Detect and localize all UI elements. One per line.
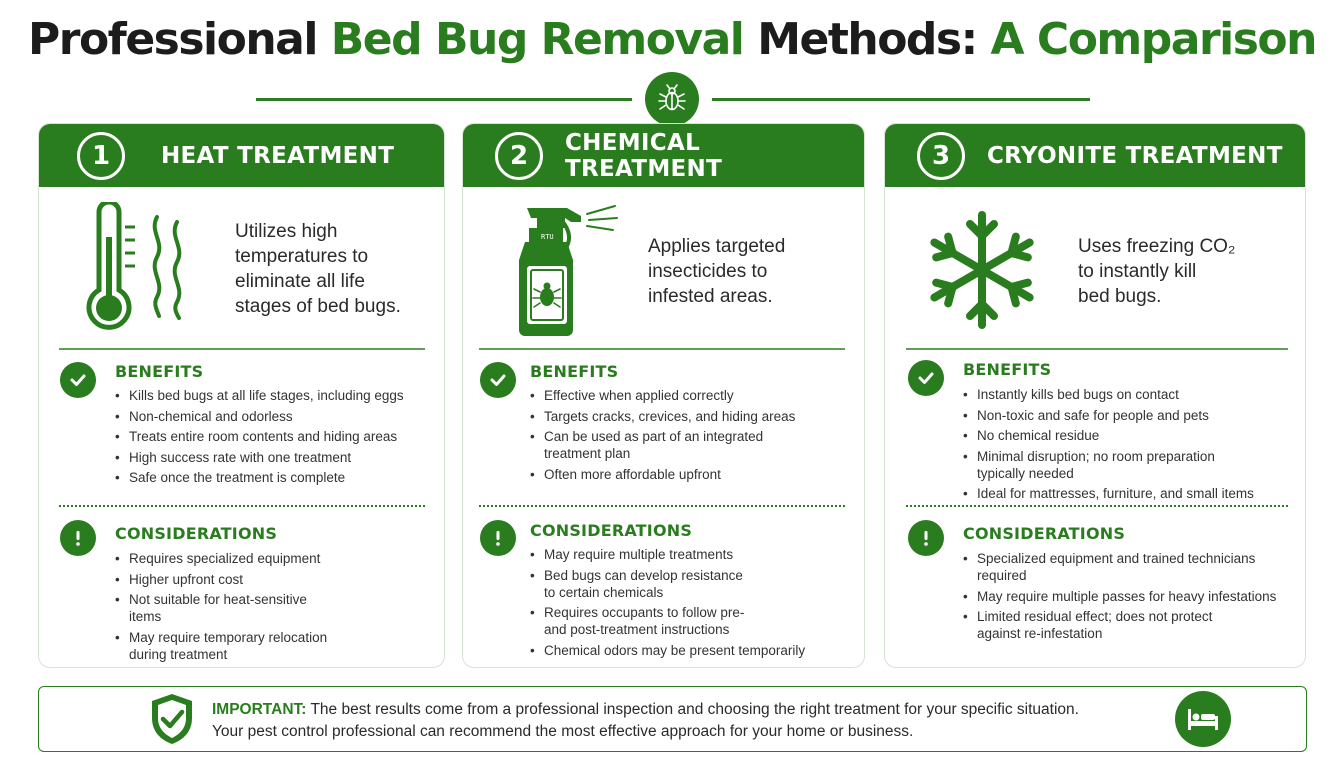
snowflake-icon xyxy=(925,208,1039,332)
card-description xyxy=(648,234,785,309)
exclamation-circle-icon xyxy=(60,520,96,556)
description-line: stages of bed bugs. xyxy=(235,296,401,317)
considerations-title: CONSIDERATIONS xyxy=(115,524,278,543)
heat-treatment-card xyxy=(38,123,445,668)
check-circle-icon xyxy=(60,362,96,398)
important-line-1-text: The best results come from a professional inspection and choosing the right treatment for your specific situation. xyxy=(306,701,1079,718)
shield-check-icon xyxy=(149,692,195,746)
chemical-treatment-card xyxy=(462,123,865,668)
list-item: • Bed bugs can develop resistance to certain chemicals xyxy=(530,567,745,601)
considerations-list xyxy=(963,550,1283,646)
card-header xyxy=(885,124,1305,187)
section-divider-dotted xyxy=(479,505,845,507)
card-header xyxy=(39,124,444,187)
list-item: • No chemical residue xyxy=(963,427,1273,444)
bed-icon xyxy=(1175,691,1231,747)
description-line: temperatures to xyxy=(235,246,369,267)
benefits-list xyxy=(963,386,1273,506)
list-item: • May require multiple treatments xyxy=(530,546,775,563)
card-description xyxy=(1078,234,1235,309)
bottle-label: RTU xyxy=(541,233,554,241)
important-line-2: Your pest control professional can recommend the most effective approach for your home or business. xyxy=(212,723,914,740)
benefits-title: BENEFITS xyxy=(963,360,1052,379)
spray-bottle-icon xyxy=(507,202,619,338)
card-description xyxy=(235,219,401,319)
section-divider-dotted xyxy=(59,505,425,507)
benefits-list xyxy=(530,387,808,486)
benefits-title: BENEFITS xyxy=(530,362,619,381)
heat-waves-icon xyxy=(147,212,195,322)
description-line: to instantly kill xyxy=(1078,261,1197,282)
section-divider-dotted xyxy=(906,505,1288,507)
page-title xyxy=(0,14,1344,65)
list-item: • High success rate with one treatment xyxy=(115,449,435,466)
list-item: • Minimal disruption; no room preparation typically needed xyxy=(963,448,1233,482)
title-divider-right xyxy=(712,98,1090,101)
card-title: CHEMICAL TREATMENT xyxy=(565,129,723,182)
cryonite-treatment-card xyxy=(884,123,1306,668)
card-number: 3 xyxy=(917,132,965,180)
list-item: • Instantly kills bed bugs on contact xyxy=(963,386,1273,403)
description-line: Applies targeted xyxy=(648,236,786,257)
list-item: • Treats entire room contents and hiding areas xyxy=(115,428,435,445)
exclamation-circle-icon xyxy=(480,520,516,556)
title-part-1: Professional xyxy=(28,14,331,65)
description-line: eliminate all life xyxy=(235,271,365,292)
section-divider xyxy=(906,348,1288,350)
considerations-list xyxy=(115,550,330,666)
list-item: • Higher upfront cost xyxy=(115,571,330,588)
title-part-3: Methods: xyxy=(743,14,991,65)
considerations-title: CONSIDERATIONS xyxy=(963,524,1126,543)
list-item: • Ideal for mattresses, furniture, and small items xyxy=(963,485,1273,502)
bed-bug-icon xyxy=(645,72,699,126)
list-item: • Non-chemical and odorless xyxy=(115,408,435,425)
title-part-2: Bed Bug Removal xyxy=(330,14,744,65)
considerations-list xyxy=(530,546,806,662)
description-line: insecticides to xyxy=(648,261,768,282)
list-item: • Limited residual effect; does not protect against re-infestation xyxy=(963,608,1233,642)
important-text xyxy=(212,699,1079,743)
card-title: HEAT TREATMENT xyxy=(161,142,395,169)
card-number: 1 xyxy=(77,132,125,180)
check-circle-icon xyxy=(908,360,944,396)
section-divider xyxy=(479,348,845,350)
list-item: • Can be used as part of an integrated treatment plan xyxy=(530,428,780,462)
benefits-title: BENEFITS xyxy=(115,362,204,381)
list-item: • Specialized equipment and trained technicians required xyxy=(963,550,1263,584)
card-header xyxy=(463,124,864,187)
title-part-4: A Comparison xyxy=(990,14,1316,65)
list-item: • Requires specialized equipment xyxy=(115,550,330,567)
card-number: 2 xyxy=(495,132,543,180)
title-divider-left xyxy=(256,98,632,101)
thermometer-icon xyxy=(79,202,139,332)
important-note xyxy=(38,686,1307,752)
list-item: • Targets cracks, crevices, and hiding areas xyxy=(530,408,808,425)
section-divider xyxy=(59,348,425,350)
list-item: • May require temporary relocation during treatment xyxy=(115,629,330,663)
list-item: • Effective when applied correctly xyxy=(530,387,808,404)
important-label: IMPORTANT: xyxy=(212,701,307,718)
considerations-title: CONSIDERATIONS xyxy=(530,521,693,540)
important-line-1 xyxy=(212,699,1079,721)
list-item: • Requires occupants to follow pre- and post-treatment instructions xyxy=(530,604,770,638)
list-item: • Kills bed bugs at all life stages, including eggs xyxy=(115,387,435,404)
description-line: bed bugs. xyxy=(1078,286,1162,307)
list-item: • Not suitable for heat-sensitive items xyxy=(115,591,330,625)
description-line: Utilizes high xyxy=(235,221,338,242)
card-title: CRYONITE TREATMENT xyxy=(987,142,1283,169)
list-item: • Often more affordable upfront xyxy=(530,466,808,483)
check-circle-icon xyxy=(480,362,516,398)
description-line: infested areas. xyxy=(648,286,773,307)
description-line: Uses freezing CO₂ xyxy=(1078,236,1236,257)
list-item: • Chemical odors may be present temporarily xyxy=(530,642,830,659)
list-item: • Safe once the treatment is complete xyxy=(115,469,435,486)
benefits-list xyxy=(115,387,435,490)
list-item: • Non-toxic and safe for people and pets xyxy=(963,407,1273,424)
list-item: • May require multiple passes for heavy infestations xyxy=(963,588,1283,605)
exclamation-circle-icon xyxy=(908,520,944,556)
